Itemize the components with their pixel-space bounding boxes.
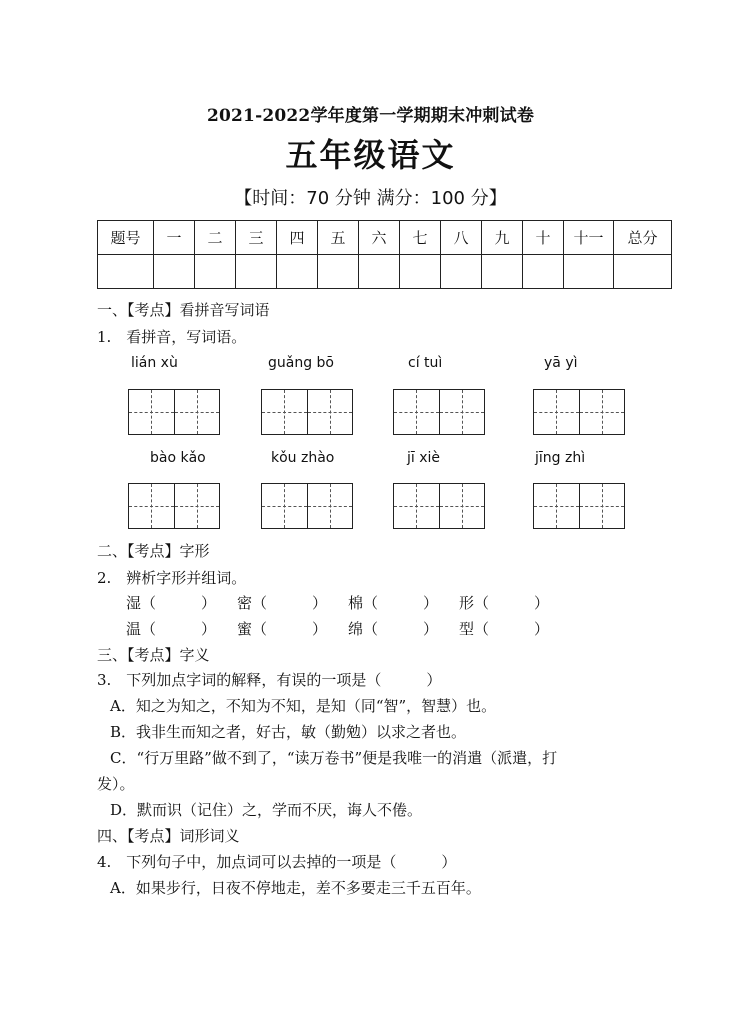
writing-grid[interactable] [261,483,353,529]
score-header-cell: 十 [523,221,564,255]
char-blank[interactable]: 型（ ） [459,620,550,638]
score-entry-cell[interactable] [564,255,614,289]
score-entry-cell[interactable] [359,255,400,289]
exam-info: 【时间：70 分钟 满分：100 分】 [234,188,507,209]
writing-grid[interactable] [128,483,220,529]
score-header-cell: 五 [318,221,359,255]
section-1-title: 一、【考点】看拼音写词语 [97,301,270,319]
score-entry-cell[interactable] [277,255,318,289]
score-entry-cell[interactable] [154,255,195,289]
section-3-title: 三、【考点】字义 [97,646,210,664]
score-entry-cell[interactable] [400,255,441,289]
question-3-option-b: B．我非生而知之者，好古，敏（勤勉）以求之者也。 [110,723,467,741]
writing-grid[interactable] [393,483,485,529]
score-entry-cell[interactable] [441,255,482,289]
section-4-title: 四、【考点】词形词义 [97,827,240,845]
score-entry-cell[interactable] [195,255,236,289]
question-3-option-c: C．“行万里路”做不到了，“读万卷书”便是我唯一的消遣（派遣，打 [110,749,558,767]
char-blank[interactable]: 湿（ ） [126,594,217,612]
pinyin-label: kǒu zhào [271,450,335,466]
question-3-prompt: 3. 下列加点字词的解释，有误的一项是（ ） [97,671,442,689]
score-header-cell: 六 [359,221,400,255]
char-blank[interactable]: 密（ ） [237,594,328,612]
question-3-option-a: A．知之为知之，不知为不知，是知（同“智”，智慧）也。 [110,697,497,715]
pinyin-label: bào kǎo [150,450,206,466]
char-blank[interactable]: 温（ ） [126,620,217,638]
char-blank[interactable]: 形（ ） [459,594,550,612]
writing-grid[interactable] [533,483,625,529]
writing-grid[interactable] [128,389,220,435]
pinyin-label: jīng zhì [535,450,586,466]
question-2-prompt: 2. 辨析字形并组词。 [97,569,247,587]
score-entry-cell[interactable] [98,255,154,289]
writing-grid[interactable] [261,389,353,435]
pinyin-label: guǎng bō [268,355,335,371]
score-header-cell: 三 [236,221,277,255]
exam-year-title: 2021-2022学年度第一学期期末冲刺试卷 [206,106,535,126]
char-compare-row [126,592,570,613]
score-entry-cell[interactable] [523,255,564,289]
pinyin-label: cí tuì [408,355,443,371]
score-entry-cell[interactable] [482,255,523,289]
score-header-cell: 八 [441,221,482,255]
char-blank[interactable]: 蜜（ ） [237,620,328,638]
score-table-header-row [98,221,672,255]
pinyin-label: yā yì [544,355,578,371]
pinyin-label: lián xù [131,355,178,371]
char-blank[interactable]: 绵（ ） [348,620,439,638]
score-header-cell: 一 [154,221,195,255]
char-compare-row [126,618,570,639]
score-entry-cell[interactable] [318,255,359,289]
score-header-cell: 十一 [564,221,614,255]
question-4-prompt: 4. 下列句子中，加点词可以去掉的一项是（ ） [97,853,457,871]
char-blank[interactable]: 棉（ ） [348,594,439,612]
subject-title: 五年级语文 [285,136,456,174]
writing-grid[interactable] [533,389,625,435]
score-header-cell: 题号 [98,221,154,255]
score-header-cell: 总分 [614,221,672,255]
question-4-option-a: A．如果步行，日夜不停地走，差不多要走三千五百年。 [110,879,481,897]
question-3-option-d: D．默而识（记住）之，学而不厌，诲人不倦。 [110,801,423,819]
score-header-cell: 九 [482,221,523,255]
writing-grid[interactable] [393,389,485,435]
score-entry-cell[interactable] [236,255,277,289]
score-header-cell: 七 [400,221,441,255]
question-1-prompt: 1. 看拼音，写词语。 [97,328,247,346]
pinyin-label: jī xiè [407,450,441,466]
score-header-cell: 二 [195,221,236,255]
question-3-option-c-cont: 发）。 [97,775,135,793]
score-table [97,220,672,289]
section-2-title: 二、【考点】字形 [97,542,210,560]
score-header-cell: 四 [277,221,318,255]
score-entry-cell[interactable] [614,255,672,289]
score-table-entry-row [98,255,672,289]
